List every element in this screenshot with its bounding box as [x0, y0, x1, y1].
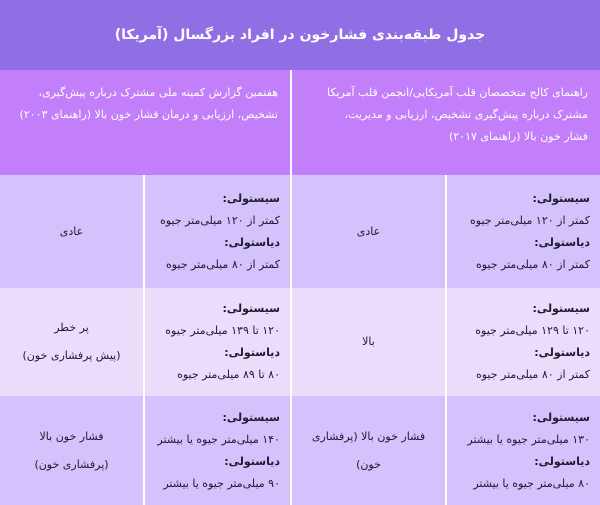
category-g2003	[0, 396, 143, 505]
bp-values-g2017	[447, 175, 600, 288]
category-g2017	[292, 396, 445, 505]
diastolic-value: کمتر از ۸۰ میلی‌متر جیوه	[475, 368, 590, 381]
category-label: (پیش پرفشاری خون)	[22, 349, 121, 362]
systolic-label: سیستولی:	[532, 410, 590, 424]
header-line: تشخیص، ارزیابی و درمان فشار خون بالا (راهنمای ۲۰۰۳)	[19, 108, 278, 121]
header-line: مشترک درباره پیش‌گیری تشخیص، ارزیابی و مدیریت،	[344, 108, 588, 121]
diastolic-value: ۸۰ تا ۸۹ میلی‌متر جیوه	[177, 368, 280, 381]
category-label: عادی	[59, 224, 84, 238]
systolic-label: سیستولی:	[532, 191, 590, 205]
systolic-value: ۱۳۰ میلی‌متر جیوه یا بیشتر	[467, 432, 590, 446]
diastolic-value: کمتر از ۸۰ میلی‌متر جیوه	[475, 257, 590, 271]
systolic-label: سیستولی:	[532, 302, 590, 315]
category-label: بالا	[362, 335, 375, 348]
systolic-label: سیستولی:	[222, 302, 280, 315]
diastolic-label: دیاستولی:	[224, 346, 280, 359]
systolic-value: ۱۲۰ تا ۱۳۹ میلی‌متر جیوه	[165, 324, 280, 337]
header-line: هفتمین گزارش کمیته ملی مشترک درباره پیش‌گیری،	[38, 86, 278, 99]
category-label: پر خطر	[54, 321, 89, 334]
diastolic-label: دیاستولی:	[224, 235, 280, 249]
bp-values-g2003	[145, 175, 290, 288]
diastolic-value: ۸۰ میلی‌متر جیوه یا بیشتر	[473, 476, 590, 490]
header-2003-guideline	[0, 70, 290, 175]
diastolic-label: دیاستولی:	[534, 346, 590, 359]
category-g2017	[292, 175, 445, 288]
category-g2003	[0, 288, 143, 396]
category-g2003	[0, 175, 143, 288]
bp-values-g2003	[145, 288, 290, 396]
diastolic-value: ۹۰ میلی‌متر جیوه یا بیشتر	[163, 476, 280, 490]
header-row	[0, 70, 600, 175]
category-label: فشار خون بالا	[39, 429, 104, 443]
systolic-label: سیستولی:	[222, 191, 280, 205]
header-line: فشار خون بالا (راهنمای ۲۰۱۷)	[448, 130, 588, 143]
systolic-label: سیستولی:	[222, 410, 280, 424]
header-line: راهنمای کالج متخصصان قلب آمریکایی/انجمن قلب آمریکا	[327, 86, 588, 99]
systolic-value: کمتر از ۱۲۰ میلی‌متر جیوه	[160, 213, 280, 227]
systolic-value: ۱۴۰ میلی‌متر جیوه یا بیشتر	[157, 432, 280, 446]
category-label: عادی	[356, 224, 381, 238]
systolic-value: ۱۲۰ تا ۱۲۹ میلی‌متر جیوه	[475, 324, 590, 337]
table-body	[0, 175, 600, 505]
category-g2017	[292, 288, 445, 396]
bp-values-g2017	[447, 396, 600, 505]
category-label: (پرفشاری خون)	[34, 457, 109, 471]
diastolic-label: دیاستولی:	[224, 454, 280, 468]
bp-values-g2017	[447, 288, 600, 396]
diastolic-label: دیاستولی:	[534, 454, 590, 468]
diastolic-label: دیاستولی:	[534, 235, 590, 249]
table-title: جدول طبقه‌بندی فشارخون در افراد بزرگسال (آمریکا)	[0, 0, 600, 70]
systolic-value: کمتر از ۱۲۰ میلی‌متر جیوه	[470, 213, 590, 227]
bp-values-g2003	[145, 396, 290, 505]
diastolic-value: کمتر از ۸۰ میلی‌متر جیوه	[165, 257, 280, 271]
category-label: فشار خون بالا (پرفشاری خون)	[311, 429, 426, 471]
header-2017-guideline	[292, 70, 600, 175]
